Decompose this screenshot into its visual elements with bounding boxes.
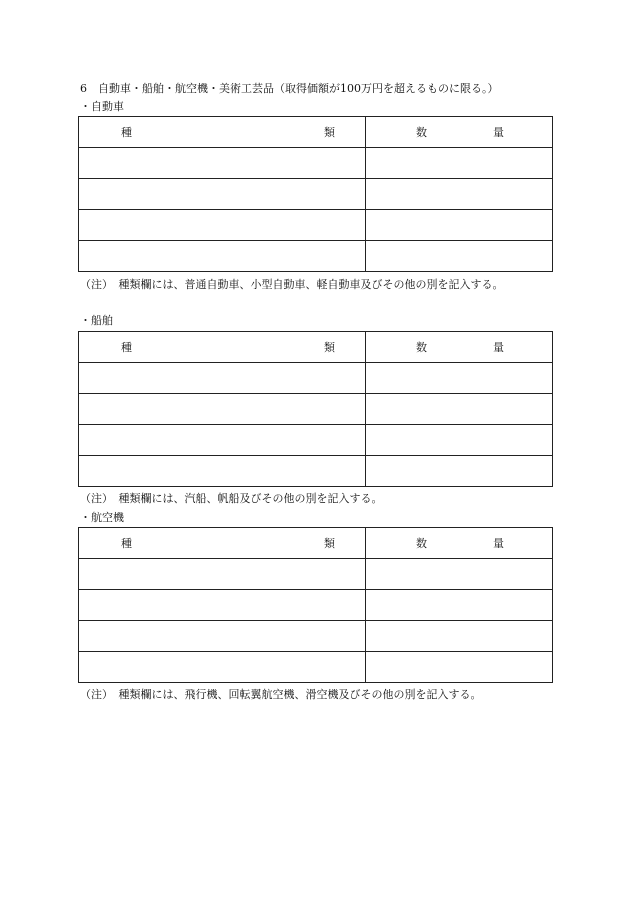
quantity-cell[interactable] (366, 241, 553, 272)
kind-cell[interactable] (79, 425, 366, 456)
quantity-header (366, 332, 553, 363)
kind-cell[interactable] (79, 559, 366, 590)
quantity-cell[interactable] (366, 621, 553, 652)
quantity-header (366, 117, 553, 148)
kind-header (79, 528, 366, 559)
table-row (79, 394, 553, 425)
kind-header-left: 種 (121, 126, 132, 139)
table-row (79, 179, 553, 210)
header-row (79, 117, 553, 148)
kind-cell[interactable] (79, 148, 366, 179)
automobile-table (78, 116, 553, 272)
header-row (79, 528, 553, 559)
kind-cell[interactable] (79, 179, 366, 210)
kind-header-right: 類 (324, 537, 335, 550)
kind-header-right: 類 (324, 126, 335, 139)
quantity-cell[interactable] (366, 559, 553, 590)
ship-table (78, 331, 553, 487)
kind-cell[interactable] (79, 621, 366, 652)
aircraft-label: ・航空機 (80, 511, 124, 524)
quantity-cell[interactable] (366, 210, 553, 241)
kind-cell[interactable] (79, 241, 366, 272)
aircraft-note: （注） 種類欄には、飛行機、回転翼航空機、滑空機及びその他の別を記入する。 (80, 688, 482, 701)
kind-cell[interactable] (79, 652, 366, 683)
quantity-cell[interactable] (366, 363, 553, 394)
kind-cell[interactable] (79, 210, 366, 241)
quantity-cell[interactable] (366, 179, 553, 210)
quantity-header-left: 数 (416, 126, 427, 139)
quantity-cell[interactable] (366, 652, 553, 683)
kind-header-left: 種 (121, 341, 132, 354)
ship-note: （注） 種類欄には、汽船、帆船及びその他の別を記入する。 (80, 492, 383, 505)
table-row (79, 241, 553, 272)
header-row (79, 332, 553, 363)
kind-header (79, 332, 366, 363)
quantity-cell[interactable] (366, 394, 553, 425)
section-heading: 6 自動車・船舶・航空機・美術工芸品（取得価額が100万円を超えるものに限る。） (80, 82, 499, 95)
kind-cell[interactable] (79, 363, 366, 394)
kind-cell[interactable] (79, 394, 366, 425)
table-row (79, 456, 553, 487)
quantity-header-right: 量 (493, 537, 504, 550)
aircraft-table (78, 527, 553, 683)
kind-header-left: 種 (121, 537, 132, 550)
automobile-label: ・自動車 (80, 100, 124, 113)
kind-cell[interactable] (79, 590, 366, 621)
quantity-cell[interactable] (366, 425, 553, 456)
table-row (79, 590, 553, 621)
quantity-header (366, 528, 553, 559)
quantity-header-right: 量 (493, 341, 504, 354)
table-row (79, 425, 553, 456)
ship-label: ・船舶 (80, 314, 113, 327)
table-row (79, 363, 553, 394)
table-row (79, 210, 553, 241)
table-row (79, 148, 553, 179)
table-row (79, 621, 553, 652)
kind-header (79, 117, 366, 148)
quantity-header-right: 量 (493, 126, 504, 139)
quantity-header-left: 数 (416, 537, 427, 550)
table-row (79, 652, 553, 683)
quantity-header-left: 数 (416, 341, 427, 354)
kind-cell[interactable] (79, 456, 366, 487)
quantity-cell[interactable] (366, 148, 553, 179)
kind-header-right: 類 (324, 341, 335, 354)
automobile-note: （注） 種類欄には、普通自動車、小型自動車、軽自動車及びその他の別を記入する。 (80, 278, 504, 291)
quantity-cell[interactable] (366, 456, 553, 487)
table-row (79, 559, 553, 590)
quantity-cell[interactable] (366, 590, 553, 621)
